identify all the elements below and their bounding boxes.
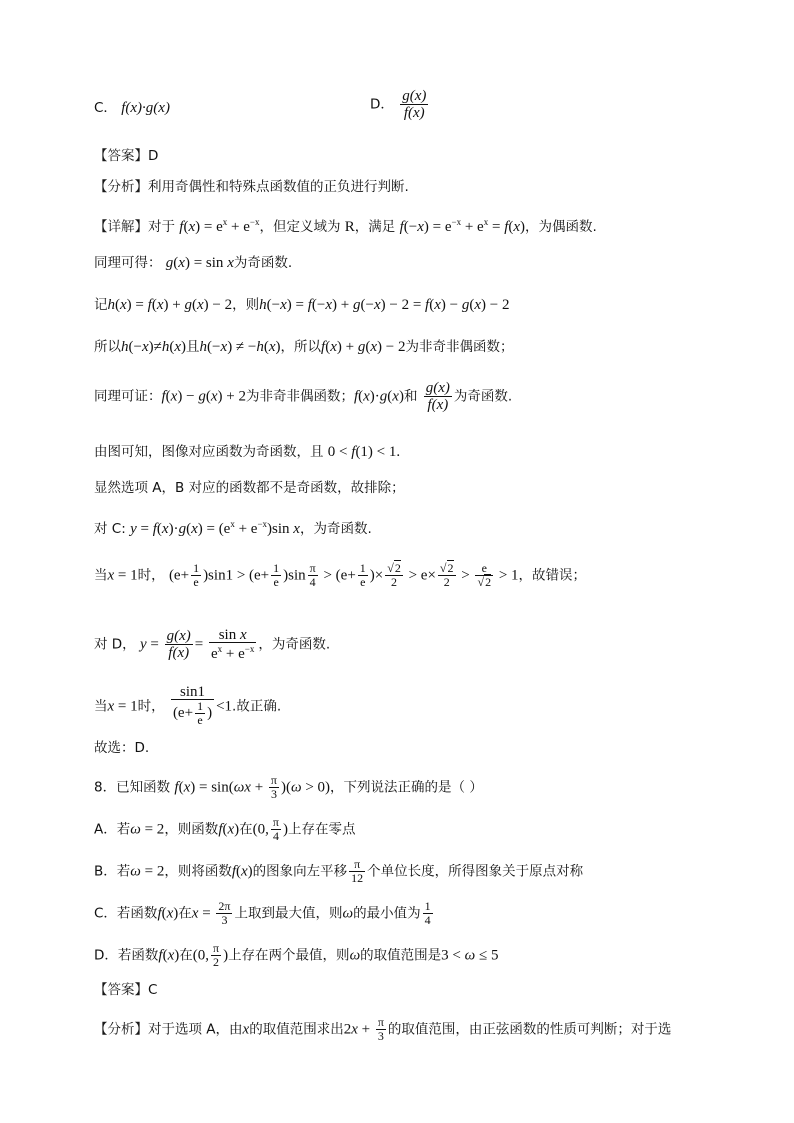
option-c <box>94 98 170 118</box>
detail-line-8: 对 C: $y = f(x)\cdot g(x) = (e^x + e^{-x})\sin$ x，为奇函数. <box>94 519 372 537</box>
option-label: D． <box>370 96 394 113</box>
option-d <box>370 88 430 121</box>
q8-answer-line: 【答案】C <box>94 982 158 998</box>
detail-line-9: 当x = 1时， (e+ $\frac{1}{e}$ )sin1 > (e+ $\frac{1}{e}$ )sin $\frac{\pi}{4}$ > (e+ $\frac{1}{e}$ )× $\frac{√2}{2}$ > e× $\frac{√2}{2}$ > $\frac{e}{√2}$ > 1，故错误； <box>94 561 587 589</box>
q8-analysis-line: 【分析】对于选项 A，由x的取值范围求出2x + $\frac{\pi}{3}$ 的取值范围，由正弦函数的性质可判断；对于选 <box>94 1015 672 1043</box>
detail-line-1: 【详解】对于 $f(x) = e^x + e^{-x}$，但定义域为 R，满足 $f(-x) = e^{-x} + e^x = f(x)$，为偶函数. <box>94 217 597 235</box>
conclusion-line: 故选：D. <box>94 740 150 756</box>
answer-line <box>94 146 158 166</box>
analysis-text: 利用奇偶性和特殊点函数值的正负进行判断. <box>148 179 409 195</box>
answer-value: D <box>148 148 159 164</box>
option-label: C． <box>94 100 117 116</box>
q8-option-c: C．若函数f(x)在x = $\frac{2\pi}{3}$ 上取到最大值，则ω的最小值为 $\frac{1}{4}$ <box>94 899 431 927</box>
detail-line-11: 当x = 1时， sin1 (e+ $\frac{1}{e}$ ) <1.故正确. <box>94 684 282 727</box>
q8-option-b: B．若ω = 2，则将函数f(x)的图象向左平移 $\frac{\pi}{12}$ 个单位长度，所得图象关于原点对称 <box>94 857 584 885</box>
analysis-line <box>94 177 409 197</box>
detail-line-4: 所以h(−x)≠h(x)且h(−x) ≠ −h(x)，所以f(x) + g(x) − 2为非奇非偶函数； <box>94 339 514 355</box>
analysis-tag: 【分析】 <box>94 179 148 195</box>
detail-line-10: 对 D， y = $\frac{g(x)}{f(x)}$ = $\frac{\text{sin x}}{e^x + e^{-x}}$ ，为奇函数. <box>94 626 331 662</box>
option-c-expr: f(x)·g(x) <box>121 100 170 116</box>
detail-line-6: 由图可知，图像对应函数为奇函数，且 0 < f(1) < 1. <box>94 444 401 460</box>
detail-line-7: 显然选项 A，B 对应的函数都不是奇函数，故排除； <box>94 480 405 496</box>
q8-stem: 8．已知函数 f(x) = sin(ωx + $\frac{\pi}{3}$ )(ω > 0)，下列说法正确的是（ ） <box>94 773 483 801</box>
option-d-fraction: $\frac{g(x)}{f(x)}$ <box>402 88 427 121</box>
detail-line-3: 记h(x) = f(x) + g(x) − 2，则h(−x) = f(−x) + g(−x) − 2 = f(x) − g(x) − 2 <box>94 297 510 313</box>
detail-line-2: 同理可得： g(x) = sin x为奇函数. <box>94 255 293 271</box>
answer-tag: 【答案】 <box>94 148 148 164</box>
q8-option-d: D．若函数f(x)在(0, $\frac{\pi}{2}$ )上存在两个最值，则ω的取值范围是3 < ω ≤ 5 <box>94 941 499 969</box>
q8-option-a: A．若ω = 2，则函数f(x)在(0, $\frac{\pi}{4}$ )上存在零点 <box>94 815 356 843</box>
detail-line-5: 同理可证：f(x) − g(x) + 2为非奇非偶函数；f(x)·g(x)和 $\frac{g(x)}{f(x)}$ 为奇函数. <box>94 380 513 413</box>
